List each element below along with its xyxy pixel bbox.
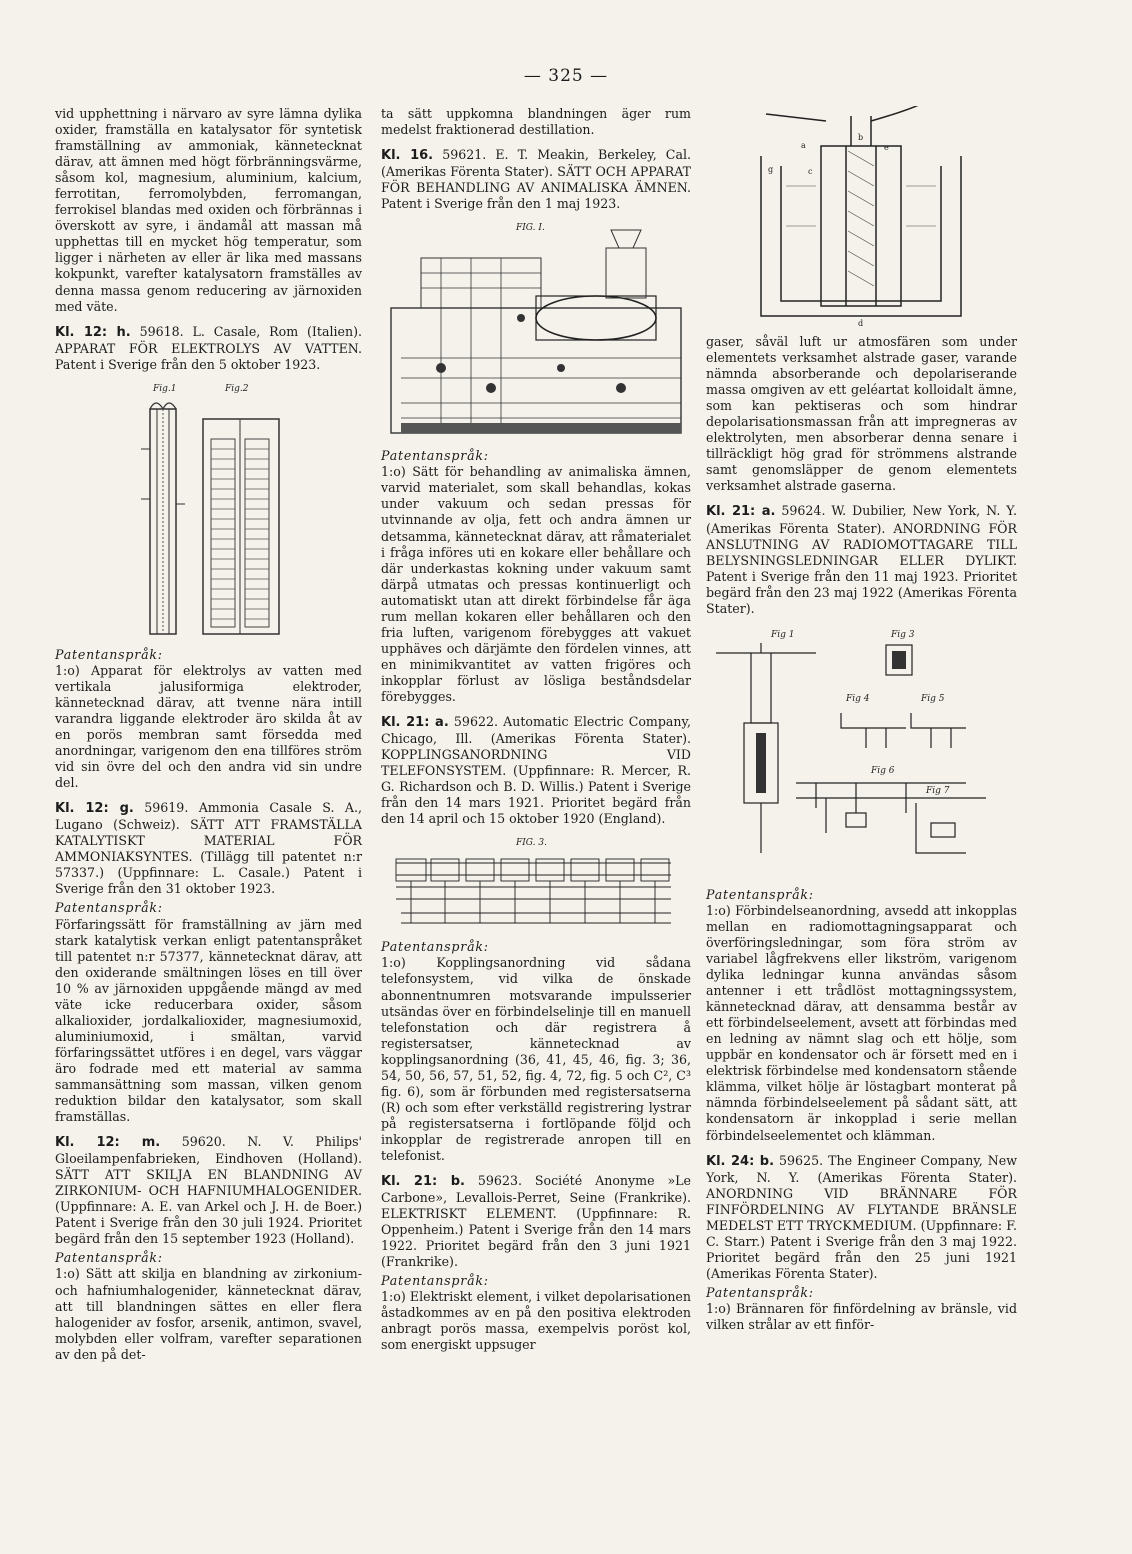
- col2-intro: ta sätt uppkomna blandningen äger rum medelst fraktionerad destillation.: [381, 106, 691, 138]
- entry-text: 59624. W. Dubilier, New York, N. Y. (Amerikas Förenta Stater). ANORDNING FÖR ANSLUTNING AV RADIOMOTTAGARE TILL BELYSNINGSLEDNINGAR ELLER DYLIKT. Patent i Sverige från den 11 maj 1923. Prioritet begärd från den 23 maj 1922 (Amerikas Förenta Stater).: [706, 503, 1017, 616]
- claims-heading: Patentanspråk:: [381, 1273, 489, 1289]
- fig-label-3: Fig 3: [891, 629, 915, 640]
- fig-label-2: Fig.2: [225, 383, 249, 394]
- column-left: [55, 106, 362, 1363]
- entry-59620: [55, 1134, 362, 1247]
- entry-59625: [706, 1153, 1017, 1282]
- entry-59624: [706, 503, 1017, 616]
- fig-label: FIG. I.: [516, 223, 545, 234]
- fig-label-e: e: [884, 143, 889, 152]
- fig-label-c: c: [808, 167, 813, 176]
- figure-electrolysis: [55, 379, 362, 641]
- entry-text: 59623. Société Anonyme »Le Carbone», Levallois-Perret, Seine (Frankrike). ELEKTRISKT ELEMENT. (Uppfinnare: R. Oppenheim.) Patent i Sverige från den 14 mars 1922. Prioritet begärd från den 3 juni 1921 (Frankrike).: [381, 1173, 691, 1270]
- col1-intro: vid upphettning i närvaro av syre lämna dylika oxider, framställa en katalysator för syntetisk framställning av ammoniak, kännetecknat därav, att ämnen med högt förbränningsvärme, såsom kol, magnesium, aluminium, kalcium, ferrotitan, ferromolybden, ferromangan, ferrokisel blandas med oxiden och förbrännas i överskott av syre, i ändamål att massan må upphettas till en mycket hög temperatur, som ligger i närheten av eller är lika med massans kokpunkt, varefter katalysatorn framställes av denna massa genom reducering av järnoxiden med väte.: [55, 106, 362, 314]
- claim-59623: 1:o) Elektriskt element, i vilket depolarisationen åstadkommes av en på den positiva elektroden anbragt porös massa, exempelvis poröst kol, som energiskt uppsuger: [381, 1289, 691, 1353]
- fig-label-d: d: [858, 319, 864, 328]
- fig-label-b: b: [858, 133, 864, 142]
- entry-59622: [381, 714, 691, 827]
- claim-59625: 1:o) Brännaren för finfördelning av bränsle, vid vilken strålar av ett finför-: [706, 1300, 1017, 1333]
- claim-59619: Förfaringssätt för framställning av järn med stark katalytisk verkan enligt patentanspråket till patentet n:r 57377, kännetecknat därav, att den oxiderande smältningen löses en till över 10 % av järnoxiden uppgående mängd av med väte icke reducerbara oxider, såsom alkalioxider, jordalkalioxider, magnesiumoxid, aluminiumoxid, i smältan, varvid förfaringssättet utföres i en degel, vars väggar äro fodrade med ett material av samma sammansättning som massan, vilken genom reduktion bildar den katalysator, som skall framställas.: [55, 916, 362, 1125]
- claims-heading: Patentanspråk:: [381, 448, 489, 464]
- entry-text: 59618. L. Casale, Rom (Italien). APPARAT FÖR ELEKTROLYS AV VATTEN. Patent i Sverige från den 5 oktober 1923.: [55, 323, 362, 372]
- claims-heading: Patentanspråk:: [381, 939, 489, 955]
- fig-label-1: Fig.1: [153, 383, 177, 394]
- class-heading: Kl. 21: a.: [381, 715, 449, 731]
- class-heading: Kl. 21: a.: [706, 504, 776, 520]
- claims-heading: Patentanspråk:: [706, 1284, 814, 1300]
- fig-label-a: a: [801, 141, 806, 150]
- claim-59620: 1:o) Sätt att skilja en blandning av zirkonium- och hafniumhalogenider, kännetecknat därav, att till blandningen sättes en eller flera halogenider av fosfor, arsenik, antimon, svavel, molybden eller volfram, varefter separationen av den på det-: [55, 1266, 362, 1362]
- class-heading: Kl. 12: m.: [55, 1135, 161, 1151]
- fig-label: FIG. 3.: [516, 838, 547, 849]
- claim-59624: 1:o) Förbindelseanordning, avsedd att inkopplas mellan en radiomottagningsapparat och överföringsledningar, som föra ström av variabel lågfrekvens eller likström, varigenom dylika ledningar kunna användas såsom antenner i ett trådlöst mottagningssystem, kännetecknad därav, att densamma består av ett förbindelseelement, avsett att förbindas med en ledning av nämnt slag och ett hölje, som uppbär en kondensator och är försett med en i elektrisk förbindelse med kondensatorn stående klämma, vilket hölje är löstagbart monterat på nämnda förbindelseelement på sådant sätt, att kondensatorn är inkopplad i serie mellan förbindelseelementet och klämman.: [706, 902, 1017, 1143]
- figure-electric-element: [706, 106, 1017, 328]
- telephone-circuit-drawing: [381, 833, 691, 933]
- fig-label-g: g: [768, 165, 774, 174]
- electrolysis-drawing: [55, 379, 362, 641]
- fig-label-1: Fig 1: [771, 629, 795, 640]
- claims-heading: Patentanspråk:: [55, 646, 163, 662]
- figure-rendering-apparatus: [381, 218, 691, 442]
- entry-text: 59620. N. V. Philips' Gloeilampenfabrieken, Eindhoven (Holland). SÄTT ATT SKILJA EN BLANDNING AV ZIRKONIUM- OCH HAFNIUMHALOGENIDER. (Uppfinnare: A. E. van Arkel och J. H. de Boer.) Patent i Sverige från den 30 juli 1924. Prioritet begärd från den 15 september 1923 (Holland).: [55, 1134, 362, 1247]
- claim-59622: 1:o) Kopplingsanordning vid sådana telefonsystem, vid vilka de önskade abonnentnumren motsvarande impulsserier utsändas över en förbindelselinje till en manuell telefonstation och där registrera å registersatser, kännetecknad av kopplingsanordning (36, 41, 45, 46, fig. 3; 36, 54, 50, 56, 57, 51, 52, fig. 4, 72, fig. 5 och C², C³ fig. 6), som är förbunden med registersatserna (R) och som efter verkställd registrering lystrar på registersatserna i fortlöpande följd och inkopplar de registrerade anropen till en telefonist.: [381, 955, 691, 1163]
- electric-element-drawing: [706, 106, 1017, 328]
- claims-heading: Patentanspråk:: [55, 1250, 163, 1266]
- claim-59621: 1:o) Sätt för behandling av animaliska ämnen, varvid materialet, som skall behandlas, kokas under vakuum och sedan pressas för utvinnande av olja, fett och andra ämnen ur detsamma, kännetecknat därav, att råmaterialet i fråga införes uti en kokare eller behållare och där underkastas kokning under vakuum samt därpå utmatas och pressas kontinuerligt och automatiskt utan att direkt förbindelse får äga rum mellan kokaren eller behållaren och den fria luften, varigenom förebygges att vakuet upphäves och därjämte den fördelen vinnes, att en minimikvantitet av vatten frigöres och inkopplar förlust av lösliga beståndsdelar förebygges.: [381, 464, 691, 704]
- class-heading: Kl. 12: g.: [55, 801, 134, 817]
- column-middle: [381, 106, 691, 1354]
- radio-connection-drawing: [706, 623, 1017, 881]
- figure-telephone-circuit: [381, 833, 691, 933]
- class-heading: Kl. 21: b.: [381, 1174, 465, 1190]
- class-heading: Kl. 24: b.: [706, 1153, 775, 1169]
- class-heading: Kl. 16.: [381, 148, 434, 164]
- entry-text: 59619. Ammonia Casale S. A., Lugano (Schweiz). SÄTT ATT FRAMSTÄLLA KATALYTISKT MATERIAL FÖR AMMONIAKSYNTES. (Tillägg till patentet n:r 57337.) (Uppfinnare: L. Casale.) Patent i Sverige från den 31 oktober 1923.: [55, 800, 362, 897]
- fig-label-7: Fig 7: [926, 785, 950, 796]
- entry-59619: [55, 800, 362, 897]
- col3-intro: gaser, såväl luft ur atmosfären som under elementets verksamhet alstrade gaser, varande nämnda absorberande och depolariserande massa omgiven av ett geléartat kolloidalt ämne, som kan pektiseras och som hindrar depolarisationsmassan från att impregneras av elektrolyten, men absorberar denna senare i tillräckligt hög grad för strömmens alstrande samt genomsläpper de genom elementets verksamhet alstrade gaserna.: [706, 334, 1017, 494]
- rendering-apparatus-drawing: [381, 218, 691, 442]
- column-right: [706, 106, 1017, 1333]
- entry-59621: [381, 147, 691, 212]
- fig-label-6: Fig 6: [871, 765, 895, 776]
- figure-radio-connection: [706, 623, 1017, 881]
- entry-text: 59625. The Engineer Company, New York, N. Y. (Amerikas Förenta Stater). ANORDNING VID BRÄNNARE FÖR FINFÖRDELNING AV FLYTANDE BRÄNSLE MEDELST ETT TRYCKMEDIUM. (Uppfinnare: F. C. Starr.) Patent i Sverige från den 3 maj 1922. Prioritet begärd från den 25 juni 1921 (Amerikas Förenta Stater).: [706, 1152, 1017, 1281]
- entry-text: 59622. Automatic Electric Company, Chicago, Ill. (Amerikas Förenta Stater). KOPPLINGSANORDNING VID TELEFONSYSTEM. (Uppfinnare: R. Mercer, R. G. Richardson och B. D. Willis.) Patent i Sverige från den 14 mars 1921. Prioritet begärd från den 14 april och 15 oktober 1920 (England).: [381, 714, 691, 827]
- fig-label-4: Fig 4: [846, 693, 870, 704]
- claims-heading: Patentanspråk:: [55, 900, 163, 916]
- fig-label-5: Fig 5: [921, 693, 945, 704]
- entry-59618: [55, 324, 362, 373]
- class-heading: Kl. 12: h.: [55, 324, 131, 340]
- entry-text: 59621. E. T. Meakin, Berkeley, Cal. (Amerikas Förenta Stater). SÄTT OCH APPARAT FÖR BEHANDLING AV ANIMALISKA ÄMNEN. Patent i Sverige från den 1 maj 1923.: [381, 147, 691, 212]
- entry-59623: [381, 1173, 691, 1270]
- page-number: — 325 —: [523, 66, 609, 86]
- claim-59618: 1:o) Apparat för elektrolys av vatten med vertikala jalusiformiga elektroder, kännetecknad därav, att tvenne nära intill varandra liggande elektroder äro skilda åt av en porös membran samt försedda med anordningar, varigenom den ena tillföres ström vid sin övre del och den andra vid sin undre del.: [55, 662, 362, 791]
- claims-heading: Patentanspråk:: [706, 886, 814, 902]
